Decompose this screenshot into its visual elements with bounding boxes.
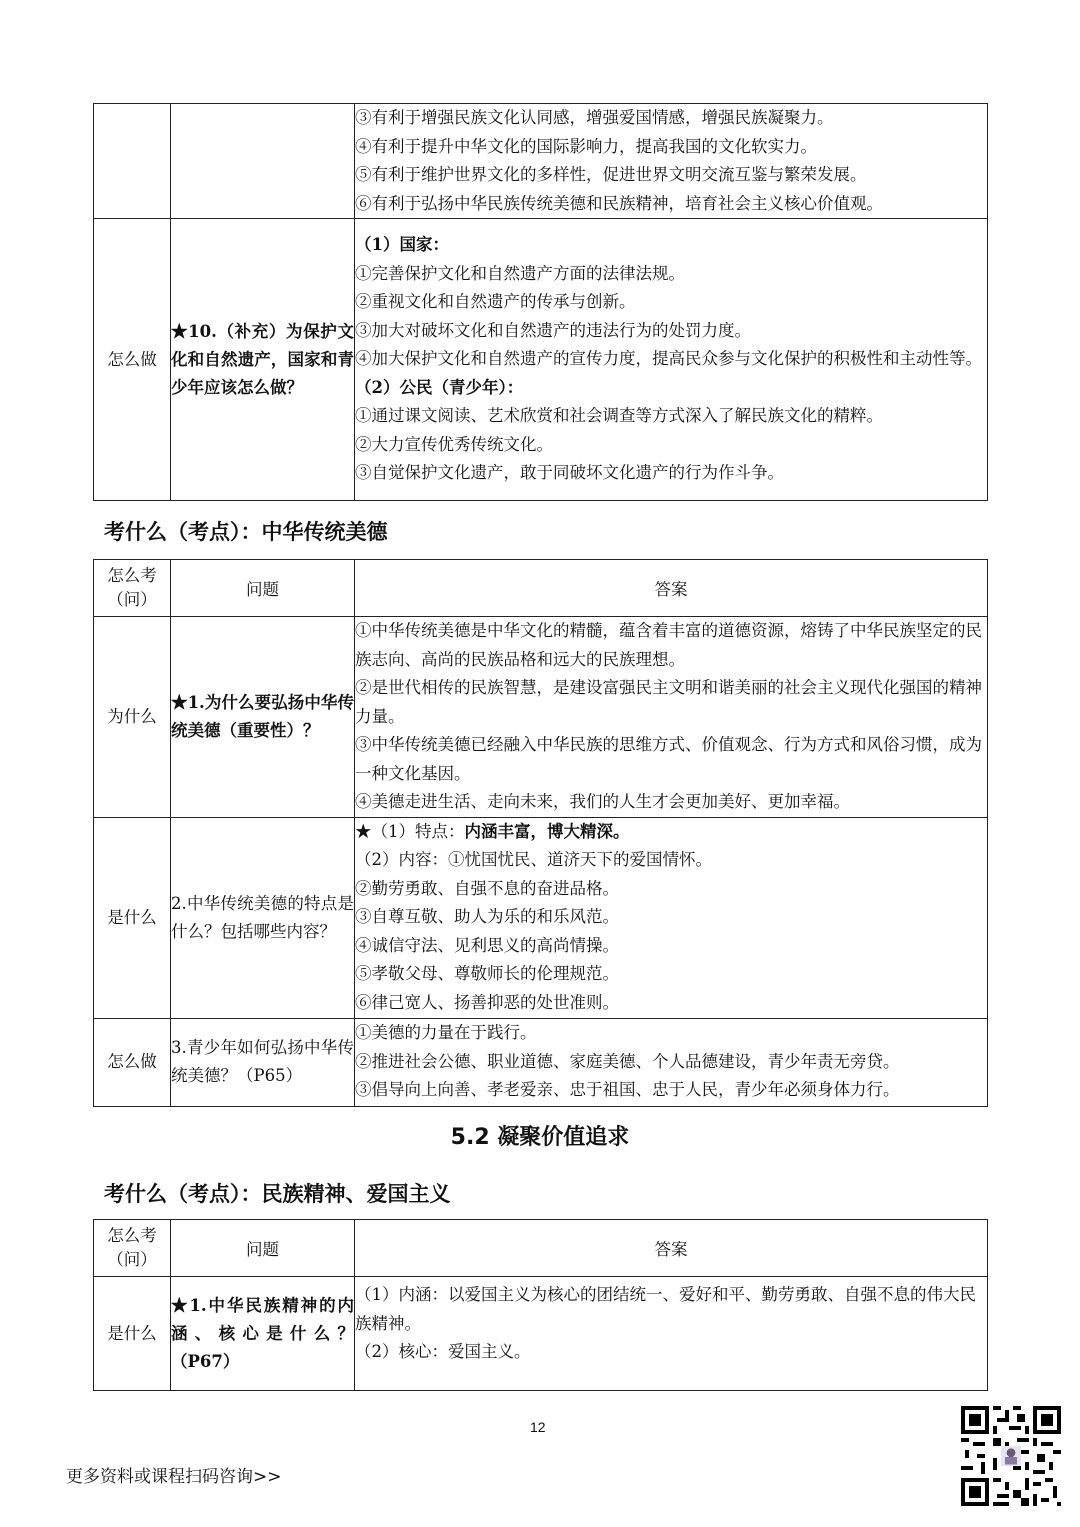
header-col3: 答案 — [355, 1220, 988, 1277]
row-type-cell: 是什么 — [94, 817, 171, 1018]
answer-prefix: ★（1）特点： — [355, 821, 465, 841]
answer-line: ⑥有利于弘扬中华民族传统美德和民族精神，培育社会主义核心价值观。 — [355, 193, 883, 213]
answer-line: ③加大对破坏文化和自然遗产的违法行为的处罚力度。 — [355, 320, 751, 340]
table-row — [94, 104, 988, 219]
row-type-cell: 为什么 — [94, 617, 171, 818]
answer-line: ③倡导向上向善、孝老爱亲、忠于祖国、忠于人民，青少年必须身体力行。 — [355, 1080, 900, 1100]
answer-line: （1）国家： — [355, 235, 449, 255]
answer-line: ④诚信守法、见利思义的高尚情操。 — [355, 935, 619, 955]
answer-line: ①中华传统美德是中华文化的精髓，蕴含着丰富的道德资源，熔铸了中华民族坚定的民族志向、高尚的民族品格和远大的民族理想。 — [355, 621, 982, 669]
table-spirit — [93, 1219, 988, 1391]
page-number: 12 — [530, 1419, 546, 1435]
header-col2: 问题 — [171, 560, 355, 617]
answer-line: ③自尊互敬、助人为乐的和乐风范。 — [355, 907, 619, 927]
answer-cell — [355, 1018, 988, 1106]
header-col1: 怎么考（问） — [94, 560, 171, 617]
header-col2: 问题 — [171, 1220, 355, 1277]
table-row — [94, 1277, 988, 1391]
answer-cell — [355, 1277, 988, 1391]
answer-line: ③中华传统美德已经融入中华民族的思维方式、价值观念、行为方式和风俗习惯，成为一种文化基因。 — [355, 735, 982, 783]
header-col3: 答案 — [355, 560, 988, 617]
answer-line: ④加大保护文化和自然遗产的宣传力度，提高民众参与文化保护的积极性和主动性等。 — [355, 349, 982, 369]
chapter-title: 5.2 凝聚价值追求 — [450, 1125, 630, 1150]
table-header-row — [94, 560, 988, 617]
question-cell: ★1.为什么要弘扬中华传统美德（重要性）？ — [171, 617, 355, 818]
section-heading: 考什么（考点）：民族精神、爱国主义 — [104, 1182, 451, 1206]
table-header-row — [94, 1220, 988, 1277]
row-type-cell: 是什么 — [94, 1277, 171, 1391]
answer-line: ②推进社会公德、职业道德、家庭美德、个人品德建设，青少年责无旁贷。 — [355, 1051, 900, 1071]
answer-cell — [355, 617, 988, 818]
table-virtue — [93, 559, 988, 1107]
table-row — [94, 1018, 988, 1106]
answer-line: ④有利于提升中华文化的国际影响力，提高我国的文化软实力。 — [355, 136, 817, 156]
answer-line: ④美德走进生活、走向未来，我们的人生才会更加美好、更加幸福。 — [355, 792, 850, 811]
question-cell — [171, 104, 355, 219]
answer-line: ③自觉保护文化遗产，敢于同破坏文化遗产的行为作斗争。 — [355, 463, 784, 483]
footer-text: 更多资料或课程扫码咨询>> — [66, 1467, 282, 1487]
answer-line: ③有利于增强民族文化认同感，增强爱国情感，增强民族凝聚力。 — [355, 108, 834, 127]
answer-line: ②是世代相传的民族智慧，是建设富强民主文明和谐美丽的社会主义现代化强国的精神力量。 — [355, 678, 982, 726]
answer-line: ②重视文化和自然遗产的传承与创新。 — [355, 292, 636, 312]
answer-line: ⑥律己宽人、扬善抑恶的处世准则。 — [355, 992, 619, 1012]
answer-line — [355, 818, 987, 847]
row-type-cell: 怎么做 — [94, 219, 171, 501]
answer-line: ②勤劳勇敢、自强不息的奋进品格。 — [355, 878, 619, 898]
question-cell: ★1.中华民族精神的内涵、核心是什么？（P67） — [171, 1277, 355, 1391]
answer-line: ⑤孝敬父母、尊敬师长的伦理规范。 — [355, 964, 619, 984]
answer-line: ②大力宣传优秀传统文化。 — [355, 434, 553, 454]
row-type-cell — [94, 104, 171, 219]
answer-cell — [355, 817, 988, 1018]
answer-cell — [355, 219, 988, 501]
header-col1: 怎么考（问） — [94, 1220, 171, 1277]
answer-bold: 内涵丰富，博大精深。 — [464, 821, 630, 841]
answer-line: （2）公民（青少年）： — [355, 377, 524, 397]
answer-line: ①美德的力量在于践行。 — [355, 1023, 537, 1043]
section-heading: 考什么（考点）：中华传统美德 — [104, 520, 388, 544]
answer-line: （2）内容：①忧国忧民、道济天下的爱国情怀。 — [355, 850, 712, 870]
table-row — [94, 617, 988, 818]
answer-line: ①通过课文阅读、艺术欣赏和社会调查等方式深入了解民族文化的精粹。 — [355, 406, 883, 426]
qr-code-icon[interactable] — [961, 1406, 1061, 1506]
question-cell: 2.中华传统美德的特点是什么？包括哪些内容？ — [171, 817, 355, 1018]
answer-line: （2）核心：爱国主义。 — [355, 1342, 531, 1361]
question-cell: 3.青少年如何弘扬中华传统美德？（P65） — [171, 1018, 355, 1106]
table-row — [94, 817, 988, 1018]
answer-line: ⑤有利于维护世界文化的多样性，促进世界文明交流互鉴与繁荣发展。 — [355, 165, 867, 184]
answer-line: （1）内涵：以爱国主义为核心的团结统一、爱好和平、勤劳勇敢、自强不息的伟大民族精神。 — [355, 1285, 976, 1333]
answer-cell — [355, 104, 988, 219]
answer-line: ①完善保护文化和自然遗产方面的法律法规。 — [355, 263, 685, 283]
row-type-cell: 怎么做 — [94, 1018, 171, 1106]
question-cell: ★10.（补充）为保护文化和自然遗产，国家和青少年应该怎么做？ — [171, 219, 355, 501]
table-continued — [93, 103, 988, 501]
table-row — [94, 219, 988, 501]
